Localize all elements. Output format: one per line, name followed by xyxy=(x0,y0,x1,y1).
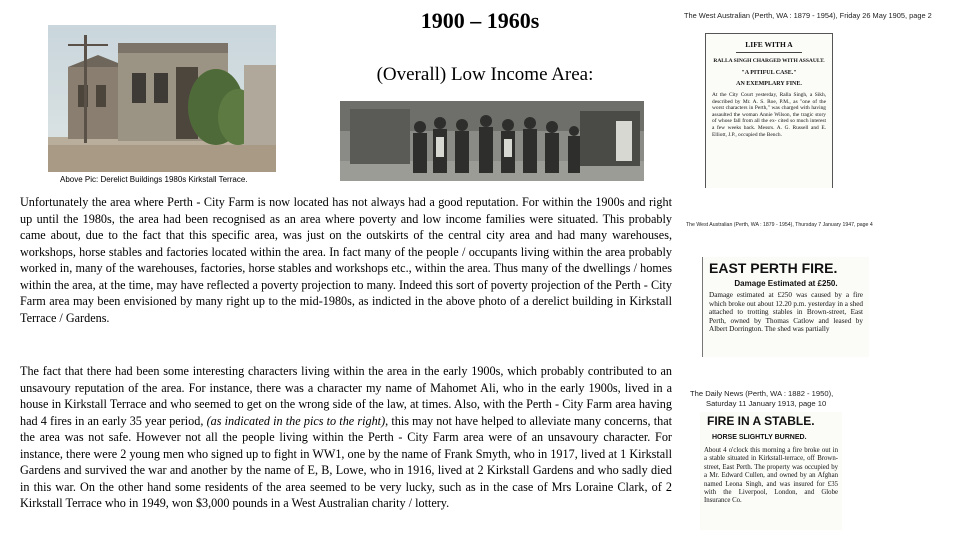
clipping-1-line-4: AN EXEMPLARY FINE. xyxy=(736,81,802,87)
residents-group-photo xyxy=(340,101,644,181)
clipping-1-headline: LIFE WITH A xyxy=(745,40,793,49)
clipping-1-source: The West Australian (Perth, WA : 1879 - 1954), Friday 26 May 1905, page 2 xyxy=(684,11,932,20)
newspaper-clipping-1 xyxy=(705,33,833,188)
clipping-2-text: Damage estimated at £250 was caused by a fire which broke out about 12.20 p.m. yesterday in a shed attached to trotting stables in Brown-street, East Perth, owned by Thomas Catlow and leased by Albert Dorrington. The shed was partially xyxy=(709,291,863,334)
clipping-3-subheadline: HORSE SLIGHTLY BURNED. xyxy=(712,434,807,441)
photo-caption: Above Pic: Derelict Buildings 1980s Kirkstall Terrace. xyxy=(60,175,248,184)
divider xyxy=(736,52,802,53)
clipping-2-source: The West Australian (Perth, WA : 1879 - 1954), Thursday 7 January 1947, page 4 xyxy=(686,222,873,228)
paragraph-2-text-b: , this may not have helped to alleviate many concerns, that the area was not safe. However not all the people living within the Perth - City Farm area were of an unsavoury character. For instance, there were 2 young men who signed up to fight in WW1, one by the name of Frank Smyth, who in 1917, lived at 1 Kirkstall Gardens and survived the war and another by the name of E, B, Lowe, who in 1916, lived at 2 Kirkstall Gardens and who sadly died in this war. On the other hand some residents of the area seemed to be very lucky, such as in the case of Mrs Loraine Clark, of 2 Kirkstall Terrace who in 1949, won $3,000 pounds in a West Australian charity / lottery. xyxy=(20,413,673,510)
paragraph-2-italic: (as indicated in the pics to the right) xyxy=(206,413,386,428)
clipping-1-subheadline: RALLA SINGH CHARGED WITH ASSAULT. xyxy=(713,58,825,64)
newspaper-clipping-2 xyxy=(702,257,869,357)
page-subtitle: (Overall) Low Income Area: xyxy=(376,64,594,85)
clipping-2-subheadline: Damage Estimated at £250. xyxy=(734,279,838,288)
derelict-building-photo xyxy=(48,25,276,172)
newspaper-clipping-3 xyxy=(700,412,842,530)
paragraph-2-text-a: The fact that there had been some interesting characters living within the area in the early 1900s, which probably contributed to an unsavoury reputation of the area. For instance, there was a character my name of Mahomet Ali, who in the early 1900s, lived in a house in Kirkstall Terrace and who seemed to get on the wrong side of the law, at times. Also, with the Perth - City Farm area having had 4 fires in an early 35 year period, xyxy=(20,364,672,428)
page-title: 1900 – 1960s xyxy=(420,8,540,33)
clipping-2-headline: EAST PERTH FIRE. xyxy=(709,260,838,276)
clipping-3-text: About 4 o'clock this morning a fire broke out in a stable situated in Kirkstall-terrace, off Brown-street, East Perth. The property was occupied by a Mr. Edward Cullen, and owned by an Afghan named Leona Singh, and was insured for £35 with the Liverpool, London, and Globe Insurance Co. xyxy=(704,447,838,505)
body-paragraph-2 xyxy=(20,363,672,512)
body-paragraph-1: Unfortunately the area where Perth - City Farm is now located has not always had a good reputation. For within the 1900s and right up until the 1980s, the area had been recognised as an area where poverty and low income families were situated. This probably came about, due to the fact that this specific area, was just on the outskirts of the central city area and had many warehouses, workshops, horse stables and factories located within the area. In fact many of the people / occupants living within the area probably worked in, many of the warehouses, factories, horse stables and workshops etc., within the area. Thus many of the dwellings / homes within the area, at the time, may have reflected a poverty projection to many. Indeed this sort of poverty projection of the Perth - City Farm area may been envisioned by many right up to the mid-1980s, as indicted in the above photo of a derelict building in Kirkstall Terrace / Gardens. xyxy=(20,195,672,325)
clipping-1-text: At the City Court yesterday, Ralla Singh, a Sikh, described by Mr. A. S. Roe, P.M., as "one of the worst characters in Perth," was charged with having assaulted the woman Annie Wilson, the tragic story of whose fall from all the ex- cited so much interest a few weeks back. Messrs. A. G. Russell and E. Elliott, J.P., occupied the Bench. xyxy=(712,92,826,138)
clipping-3-source-date: Saturday 11 January 1913, page 10 xyxy=(706,399,827,408)
clipping-1-line-3: "A PITIFUL CASE." xyxy=(741,70,797,76)
clipping-3-headline: FIRE IN A STABLE. xyxy=(707,414,815,428)
clipping-3-source: The Daily News (Perth, WA : 1882 - 1950), xyxy=(690,389,834,398)
